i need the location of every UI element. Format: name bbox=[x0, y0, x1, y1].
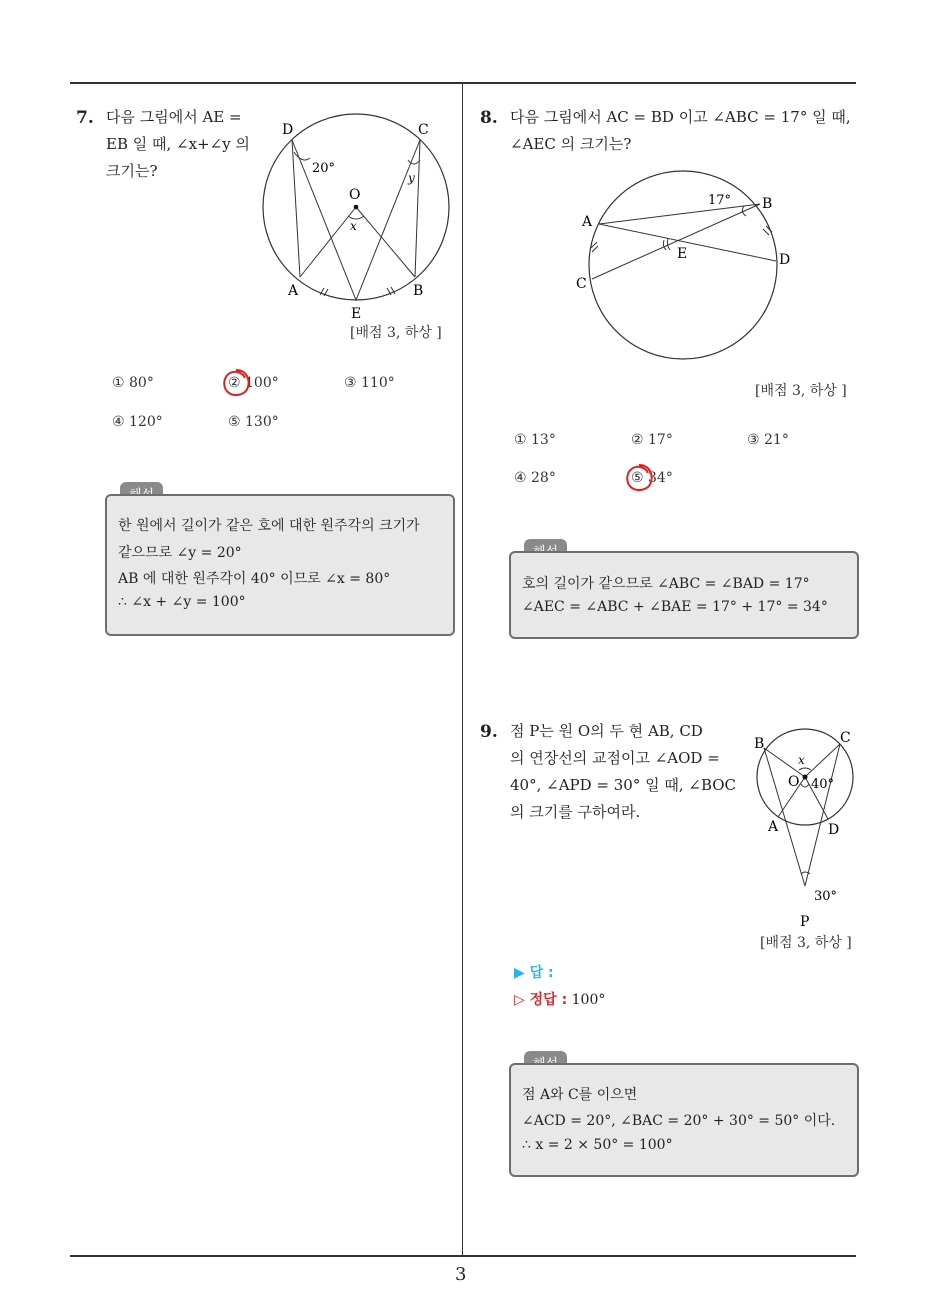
fig8-label-C: C bbox=[576, 276, 587, 292]
fig9-label-x: x bbox=[798, 753, 805, 767]
q8-marked-circle bbox=[622, 461, 656, 495]
question-9-line-1: 점 P는 원 O의 두 현 AB, CD bbox=[510, 722, 703, 740]
q7-choice-2[interactable]: ② 100° bbox=[228, 375, 279, 391]
q7-marked-circle bbox=[219, 366, 253, 400]
fig9-label-angle40: 40° bbox=[811, 777, 835, 792]
fig7-label-x: x bbox=[350, 219, 357, 233]
q7-solution-line-3: AB 에 대한 원주각이 40° 이므로 ∠x = 80° bbox=[118, 571, 391, 587]
bottom-rule bbox=[70, 1255, 856, 1257]
q7-choice-4[interactable]: ④ 120° bbox=[112, 414, 163, 430]
q9-solution-line-2: ∠ACD = 20°, ∠BAC = 20° + 30° = 50° 이다. bbox=[522, 1113, 836, 1129]
q8-solution-line-2: ∠AEC = ∠ABC + ∠BAE = 17° + 17° = 34° bbox=[522, 599, 828, 615]
fig9-label-A: A bbox=[768, 819, 779, 835]
question-7-number: 7. bbox=[76, 108, 94, 128]
question-7-line-3: 크기는? bbox=[106, 162, 158, 180]
fig8-label-E: E bbox=[677, 246, 688, 262]
q8-choice-3[interactable]: ③ 21° bbox=[747, 432, 789, 448]
fig7-label-C: C bbox=[418, 122, 429, 138]
fig7-label-B: B bbox=[413, 283, 424, 299]
fig7-label-D: D bbox=[282, 122, 294, 138]
question-8-text bbox=[510, 104, 860, 158]
q9-solution-line-3: ∴ x = 2 × 50° = 100° bbox=[522, 1137, 673, 1153]
q7-solution-line-2: 같으므로 ∠y = 20° bbox=[118, 545, 242, 561]
q9-correct-label: ▷ 정답 : bbox=[514, 992, 568, 1008]
q9-solution-line-1: 점 A와 C를 이으면 bbox=[522, 1087, 638, 1103]
q7-choice-5[interactable]: ⑤ 130° bbox=[228, 414, 279, 430]
top-rule bbox=[70, 82, 856, 84]
q9-answer-label: ▶ 답 : bbox=[514, 965, 554, 981]
question-9-figure bbox=[748, 726, 860, 931]
question-7-text bbox=[106, 104, 256, 185]
q7-solution-line-4: ∴ ∠x + ∠y = 100° bbox=[118, 594, 246, 610]
q8-solution-box bbox=[509, 551, 859, 639]
question-8-figure bbox=[570, 168, 810, 373]
q8-solution-line-1: 호의 길이가 같으므로 ∠ABC = ∠BAD = 17° bbox=[522, 576, 810, 592]
question-9-line-4: 의 크기를 구하여라. bbox=[510, 803, 641, 821]
column-divider bbox=[462, 84, 463, 1256]
fig7-label-O: O bbox=[349, 187, 361, 203]
question-9-text bbox=[510, 718, 750, 826]
q8-choice-4[interactable]: ④ 28° bbox=[514, 470, 556, 486]
fig9-label-D: D bbox=[828, 822, 840, 838]
fig7-label-A: A bbox=[288, 283, 299, 299]
question-7-line-1: 다음 그림에서 AE = bbox=[106, 108, 242, 126]
fig8-label-angle: 17° bbox=[708, 193, 732, 208]
fig9-label-angle30: 30° bbox=[814, 889, 838, 904]
question-9-number: 9. bbox=[480, 722, 498, 742]
fig7-label-angle: 20° bbox=[312, 161, 336, 176]
fig8-label-D: D bbox=[779, 252, 791, 268]
question-8-line-2: ∠AEC 의 크기는? bbox=[510, 135, 632, 153]
q8-choice-1[interactable]: ① 13° bbox=[514, 432, 556, 448]
q9-correct-value: 100° bbox=[571, 992, 606, 1008]
question-8-score: [배점 3, 하상 ] bbox=[755, 383, 847, 399]
fig7-label-E: E bbox=[351, 306, 362, 322]
q9-answer-row[interactable] bbox=[514, 962, 554, 982]
q7-choice-3[interactable]: ③ 110° bbox=[344, 375, 395, 391]
question-8-line-1: 다음 그림에서 AC = BD 이고 ∠ABC = 17° 일 때, bbox=[510, 108, 851, 126]
q7-solution-line-1: 한 원에서 길이가 같은 호에 대한 원주각의 크기가 bbox=[118, 518, 420, 534]
fig9-label-C: C bbox=[840, 730, 851, 746]
fig9-label-B: B bbox=[754, 736, 765, 752]
question-7-score: [배점 3, 하상 ] bbox=[350, 325, 442, 341]
question-7-figure bbox=[250, 112, 460, 327]
question-8-number: 8. bbox=[480, 108, 498, 128]
question-9-score: [배점 3, 하상 ] bbox=[760, 935, 852, 951]
question-9-line-2: 의 연장선의 교점이고 ∠AOD = bbox=[510, 749, 720, 767]
q8-choice-5[interactable]: ⑤ 34° bbox=[631, 470, 673, 486]
fig9-label-O: O bbox=[788, 774, 800, 790]
question-7-line-2: EB 일 때, ∠x+∠y 의 bbox=[106, 135, 250, 153]
page-number: 3 bbox=[455, 1264, 467, 1285]
fig9-label-P: P bbox=[800, 914, 810, 930]
question-9-line-3: 40°, ∠APD = 30° 일 때, ∠BOC bbox=[510, 776, 737, 794]
q9-correct-row bbox=[514, 989, 605, 1009]
fig7-label-y: y bbox=[408, 171, 415, 185]
fig8-label-B: B bbox=[762, 196, 773, 212]
q7-choice-1[interactable]: ① 80° bbox=[112, 375, 154, 391]
q8-choice-2[interactable]: ② 17° bbox=[631, 432, 673, 448]
fig8-label-A: A bbox=[582, 214, 593, 230]
